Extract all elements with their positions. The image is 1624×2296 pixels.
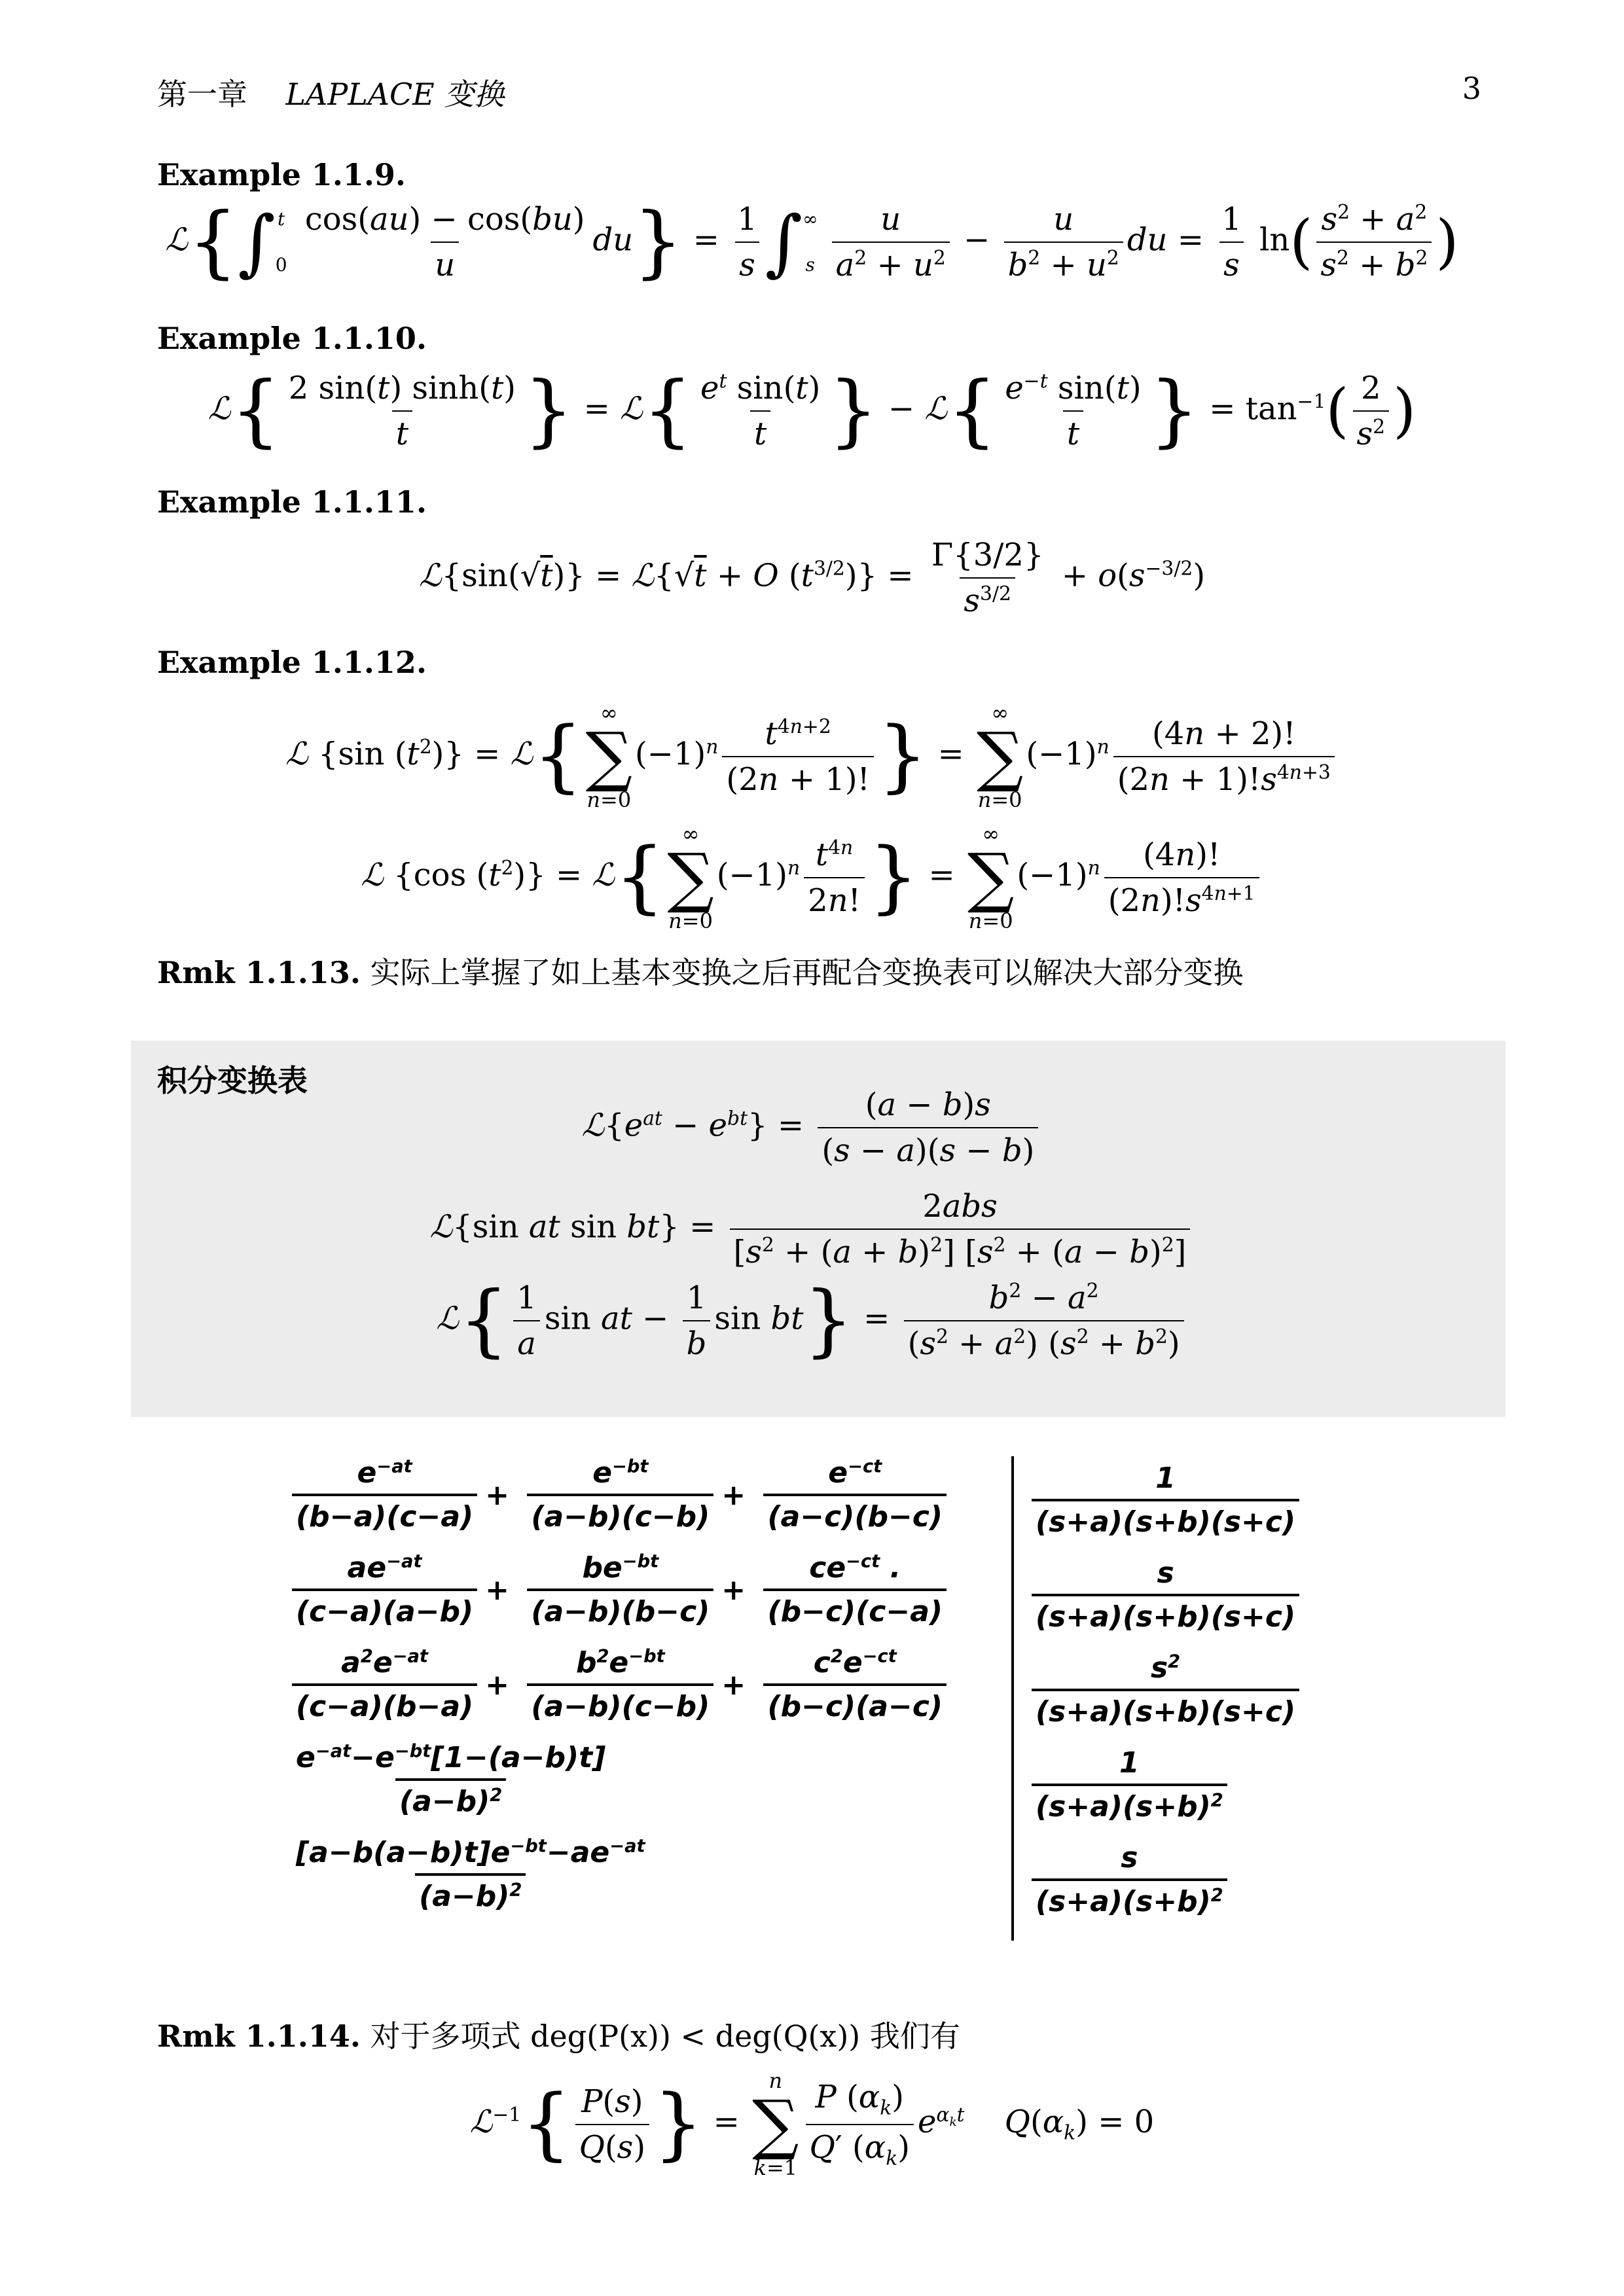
example-label: Example 1.1.9.	[157, 157, 406, 192]
running-head	[157, 71, 504, 114]
table-row: $\frac{s}{(s+a)(s+b)(s+c)}$	[1028, 1556, 1303, 1634]
table-equation-3: ℒ{ $\frac{1}{a}$ sin at − $\frac{1}{b}$ sin bt} = $\frac{b^2 - a^2}{(s^2 + a^2) (s^2 + b^2)}$	[0, 1280, 1624, 1362]
table-row: $\frac{[a-b(a-b)t]e^{-bt}-ae^{-at}}{(a-b)^2}$	[296, 1836, 645, 1913]
example-label: Example 1.1.11.	[157, 484, 427, 520]
equation-example-1-1-11: ℒ{sin(√t)} = ℒ{√t + O $(t^{3/2})$} = $\frac{\Gamma\{3/2\}}{s^{3/2}}$ + $o(s^{-3/2})$	[418, 537, 1206, 619]
remark-label: Rmk 1.1.14.	[157, 2018, 361, 2054]
remark-1-1-13	[157, 949, 1243, 992]
table-row: $\frac{a^2e^{-at}}{(c-a)(b-a)}$ + $\frac{b^2e^{-bt}}{(a-b)(c-b)}$ + $\frac{c^2e^{-ct}}{(b-c)(a-c)}$	[288, 1646, 950, 1723]
table-row: $\frac{e^{-at}}{(b-a)(c-a)}$ + $\frac{e^{-bt}}{(a-b)(c-b)}$ + $\frac{e^{-ct}}{(a-c)(b-c)}$	[288, 1456, 950, 1534]
remark-text: 实际上掌握了如上基本变换之后再配合变换表可以解决大部分变换	[370, 955, 1244, 990]
table-row: $\frac{1}{(s+a)(s+b)^2}$	[1028, 1746, 1231, 1823]
example-label: Example 1.1.12.	[157, 645, 427, 680]
scanned-transform-table	[288, 1456, 1335, 1947]
equation-example-1-1-12-cos: ℒ {cos $(t^2)$} = ℒ{ ∞ ∑ n=0 $(-1)^n$ $\frac{t^{4n}}{2n!}$ } = ∞ ∑ n=0 $(-1)^n$ $\frac{(4n)!}{(2n)!s^{4n+1}}$	[0, 821, 1624, 933]
table-row: $\frac{e^{-at}-e^{-bt}[1-(a-b)t]}{(a-b)^2}$	[296, 1741, 606, 1818]
remark-1-1-14	[157, 2013, 960, 2056]
table-row: $\frac{s^2}{(s+a)(s+b)(s+c)}$	[1028, 1651, 1303, 1729]
table-row: $\frac{1}{(s+a)(s+b)(s+c)}$	[1028, 1462, 1303, 1539]
remark-label: Rmk 1.1.13.	[157, 955, 361, 990]
equation-example-1-1-12-sin: ℒ {sin $(t^2)$} = ℒ{ ∞ ∑ n=0 $(-1)^n$ $\frac{t^{4n+2}}{(2n + 1)!}$ } = ∞ ∑ n=0 $(-1)^n$ $\frac{(4n + 2)!}{(2n + 1)!s^{4n+3}}$	[0, 700, 1624, 812]
example-label: Example 1.1.10.	[157, 321, 427, 356]
remark-text: 对于多项式 deg(P(x)) < deg(Q(x)) 我们有	[370, 2018, 960, 2054]
table-equation-1: $ℒ\{e^{at} - e^{bt}\}$ = $\frac{(a - b)s}{(s - a)(s - b)}$	[0, 1086, 1624, 1169]
transform-table-title: 积分变换表	[157, 1063, 308, 1098]
equation-example-1-1-10: ℒ{ $\frac{2 \sin(t) \sinh(t)}{t}$ } = ℒ{ $\frac{e^t \sin(t)}{t}$ } − ℒ{ $\frac{e^{-t} \sin(t)}{t}$ } = $\tan^{-1}$( $\frac{2}{s^2}$ )	[208, 365, 1416, 456]
page-number: 3	[1462, 71, 1481, 106]
table-row: $\frac{ae^{-at}}{(c-a)(a-b)}$ + $\frac{be^{-bt}}{(a-b)(b-c)}$ + $\frac{ce^{-ct} .}{(b-c)(c-a)}$	[288, 1551, 950, 1628]
equation-inverse-laplace: ℒ$^{-1}${ $\frac{P(s)}{Q(s)}$ } = n ∑ k=1 $\frac{P (\alpha_k)}{Q' (\alpha_k)}$ $e^{\alpha_kt}$ $Q(\alpha_k) = 0$	[469, 2068, 1155, 2180]
chapter-label: 第一章	[157, 77, 247, 112]
equation-example-1-1-9: ℒ{∫ t 0 $\frac{\cos(au) - \cos(bu)}{u}$ du} = $\frac{1}{s}$ ∫ ∞ s $\frac{u}{a^2 + u^2}$ − $\frac{u}{b^2 + u^2}$ du = $\frac{1}{s}$ ln( $\frac{s^2 + a^2}{s^2 + b^2}$ )	[165, 196, 1459, 287]
table-equation-2: ℒ{sin at sin bt} = $\frac{\text{2abs}}{[s^2 + (a + b)^2] [s^2 + (a - b)^2]}$	[0, 1188, 1624, 1270]
table-row: $\frac{s}{(s+a)(s+b)^2}$	[1028, 1841, 1231, 1918]
table-divider	[1011, 1456, 1014, 1941]
chapter-title: LAPLACE 变换	[285, 77, 505, 112]
